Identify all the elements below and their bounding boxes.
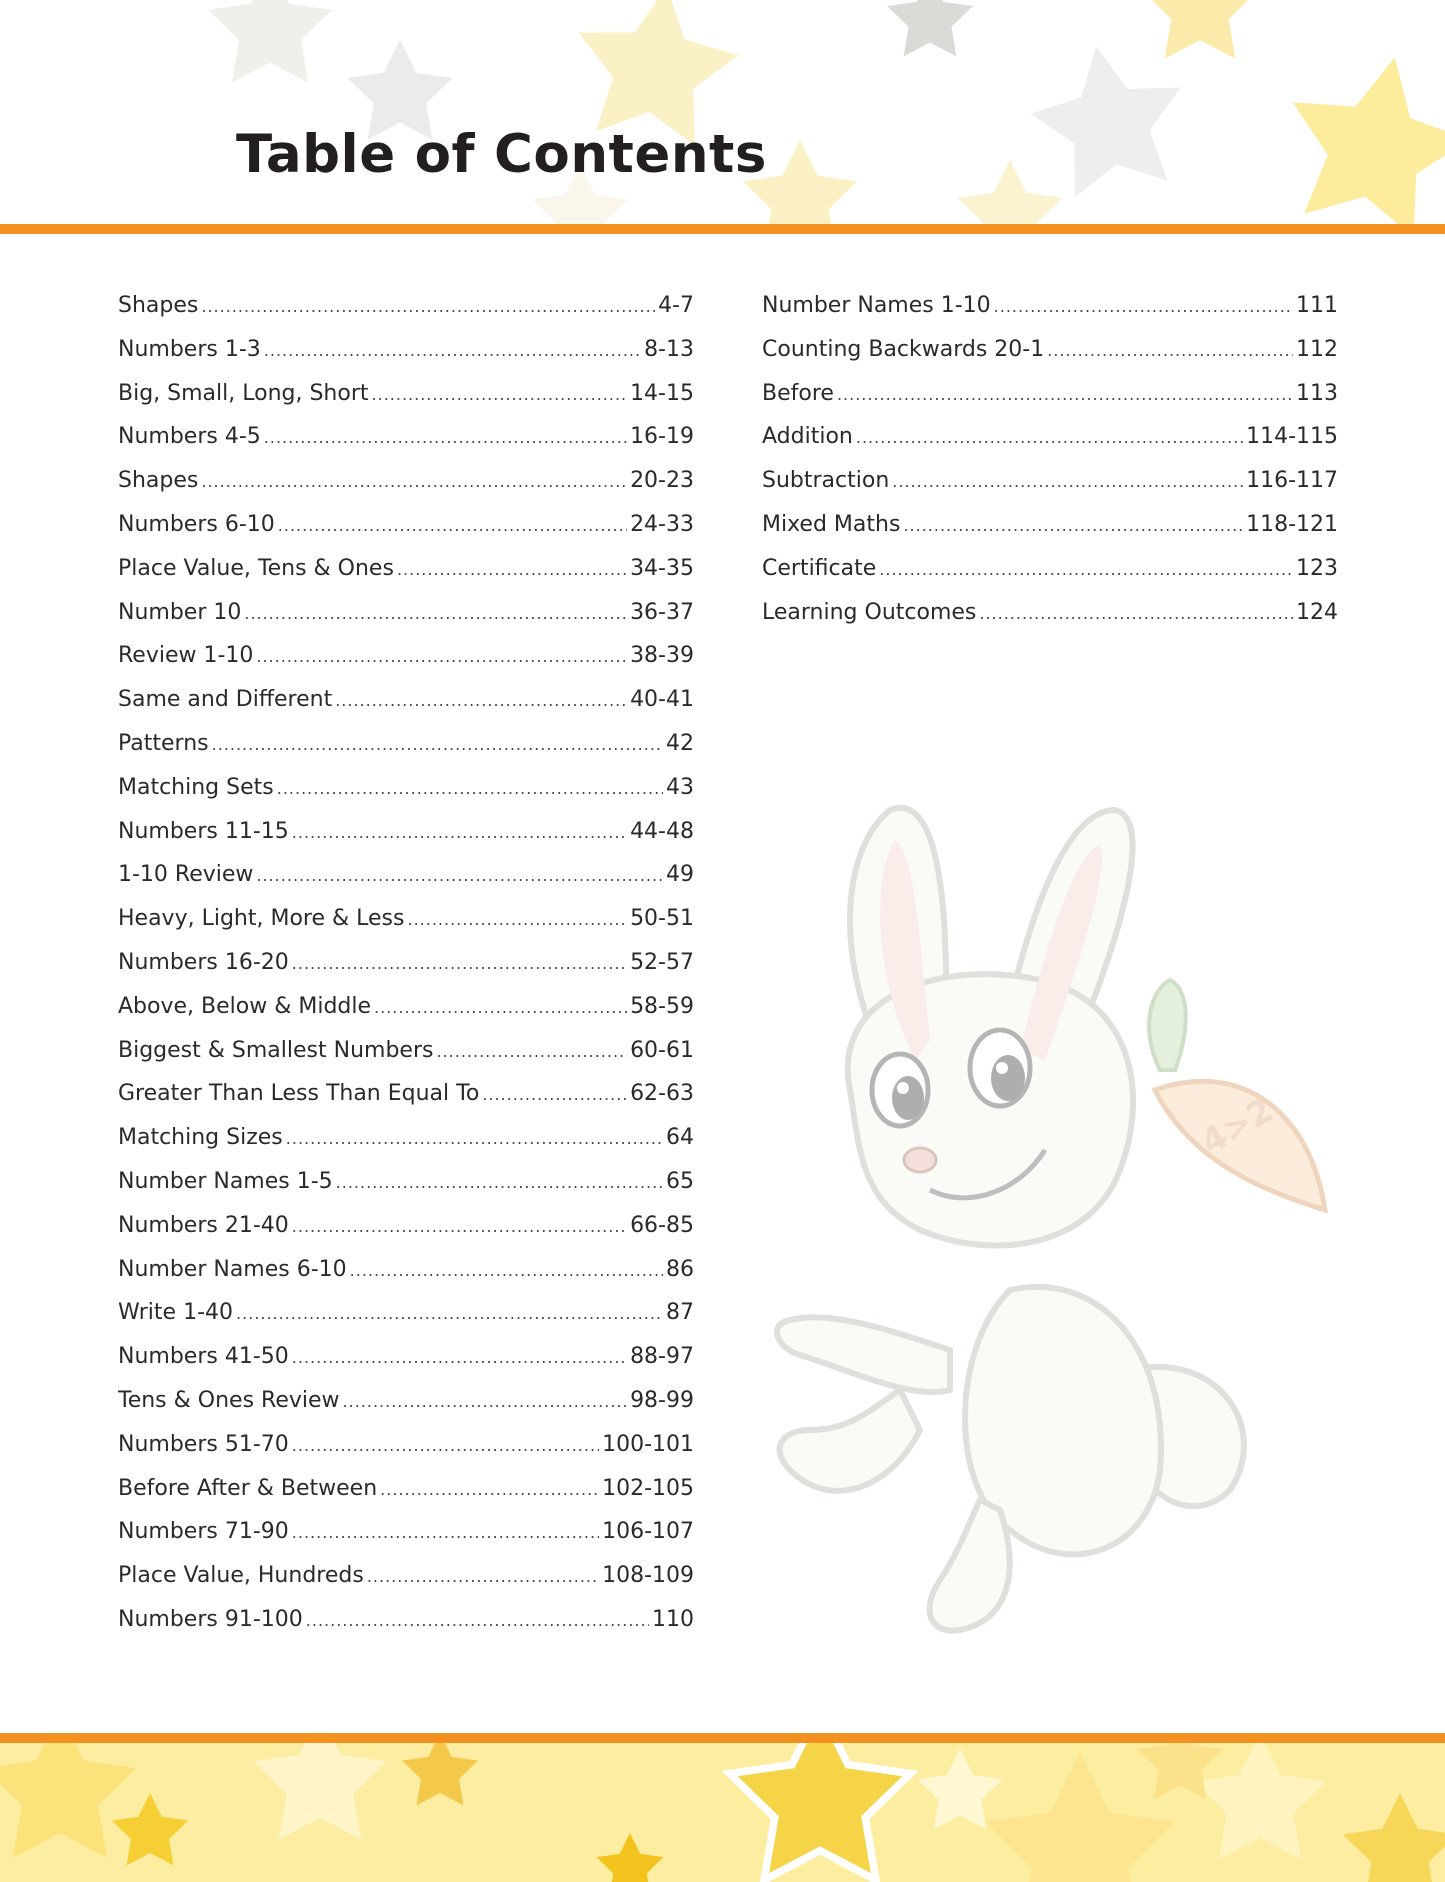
toc-entry xyxy=(762,328,1338,372)
toc-entry xyxy=(118,634,694,678)
toc-entry xyxy=(762,459,1338,503)
toc-entry-label: Above, Below & Middle xyxy=(118,993,372,1019)
toc-dot-leader xyxy=(278,504,627,548)
toc-entry-pages: 110 xyxy=(652,1606,694,1632)
toc-dot-leader xyxy=(256,854,663,898)
toc-entry xyxy=(118,1379,694,1423)
toc-dot-leader xyxy=(436,1030,627,1074)
toc-entry-pages: 112 xyxy=(1296,336,1338,362)
toc-dot-leader xyxy=(837,373,1293,417)
toc-entry-pages: 88-97 xyxy=(630,1344,694,1370)
toc-dot-leader xyxy=(367,1555,599,1599)
toc-entry xyxy=(118,1029,694,1073)
toc-entry-label: Patterns xyxy=(118,730,209,756)
toc-entry-label: Addition xyxy=(762,424,853,450)
toc-entry xyxy=(118,897,694,941)
toc-dot-leader xyxy=(292,1511,599,1555)
toc-dot-leader xyxy=(994,285,1293,329)
toc-entry-label: Heavy, Light, More & Less xyxy=(118,906,405,932)
toc-entry xyxy=(118,547,694,591)
toc-dot-leader xyxy=(380,1468,599,1512)
toc-entry xyxy=(118,1423,694,1467)
page-header xyxy=(0,0,1445,224)
toc-entry-pages: 124 xyxy=(1296,599,1338,625)
toc-entry-pages: 66-85 xyxy=(630,1212,694,1238)
toc-entry-label: Before xyxy=(762,380,834,406)
toc-entry xyxy=(118,591,694,635)
toc-entry-label: 1-10 Review xyxy=(118,862,254,888)
toc-entry-label: Numbers 21-40 xyxy=(118,1212,289,1238)
toc-entry xyxy=(118,766,694,810)
toc-dot-leader xyxy=(372,373,628,417)
toc-entry xyxy=(762,503,1338,547)
toc-entry-label: Review 1-10 xyxy=(118,643,254,669)
toc-entry xyxy=(762,415,1338,459)
toc-dot-leader xyxy=(336,1161,663,1205)
toc-dot-leader xyxy=(201,460,627,504)
toc-entry-label: Biggest & Smallest Numbers xyxy=(118,1037,434,1063)
header-stars-decoration xyxy=(0,0,1445,224)
toc-entry xyxy=(118,810,694,854)
toc-dot-leader xyxy=(244,592,627,636)
toc-entry-label: Shapes xyxy=(118,468,199,494)
toc-entry-pages: 58-59 xyxy=(630,993,694,1019)
toc-dot-leader xyxy=(892,460,1243,504)
toc-entry-label: Matching Sizes xyxy=(118,1125,283,1151)
toc-entry-pages: 108-109 xyxy=(602,1563,694,1589)
toc-entry-pages: 102-105 xyxy=(602,1475,694,1501)
toc-entry-pages: 16-19 xyxy=(630,424,694,450)
toc-entry-pages: 42 xyxy=(666,730,694,756)
toc-entry-label: Numbers 1-3 xyxy=(118,336,261,362)
toc-entry-label: Big, Small, Long, Short xyxy=(118,380,369,406)
toc-entry-label: Numbers 51-70 xyxy=(118,1431,289,1457)
toc-dot-leader xyxy=(292,942,627,986)
toc-dot-leader xyxy=(374,986,627,1030)
toc-dot-leader xyxy=(407,898,627,942)
toc-entry xyxy=(118,1598,694,1642)
toc-entry-pages: 8-13 xyxy=(644,336,694,362)
toc-entry-pages: 86 xyxy=(666,1256,694,1282)
footer-divider xyxy=(0,1733,1445,1743)
footer-stars-decoration xyxy=(0,1743,1445,1882)
toc-entry-label: Numbers 11-15 xyxy=(118,818,289,844)
toc-entry-label: Numbers 41-50 xyxy=(118,1344,289,1370)
toc-entry xyxy=(118,1467,694,1511)
toc-right-column xyxy=(762,284,1338,634)
toc-entry-label: Greater Than Less Than Equal To xyxy=(118,1081,480,1107)
toc-dot-leader xyxy=(292,1205,627,1249)
toc-entry-pages: 38-39 xyxy=(630,643,694,669)
toc-entry xyxy=(118,1335,694,1379)
toc-dot-leader xyxy=(201,285,655,329)
toc-dot-leader xyxy=(856,416,1243,460)
toc-entry-label: Shapes xyxy=(118,293,199,318)
toc-entry-pages: 106-107 xyxy=(602,1519,694,1545)
toc-entry xyxy=(118,1204,694,1248)
toc-entry xyxy=(118,722,694,766)
toc-entry-pages: 114-115 xyxy=(1246,424,1338,450)
toc-entry xyxy=(118,1248,694,1292)
toc-entry-pages: 40-41 xyxy=(630,687,694,713)
toc-entry-label: Write 1-40 xyxy=(118,1300,234,1326)
toc-entry-pages: 43 xyxy=(666,774,694,800)
toc-entry-label: Number 10 xyxy=(118,599,242,625)
toc-entry-pages: 98-99 xyxy=(630,1387,694,1413)
toc-entry-label: Matching Sets xyxy=(118,774,274,800)
toc-entry-pages: 36-37 xyxy=(630,599,694,625)
toc-entry xyxy=(118,853,694,897)
toc-entry-pages: 60-61 xyxy=(630,1037,694,1063)
toc-dot-leader xyxy=(350,1249,663,1293)
toc-entry-pages: 4-7 xyxy=(658,293,694,318)
toc-dot-leader xyxy=(397,548,627,592)
bunny-holding-carrot-icon xyxy=(770,790,1370,1650)
toc-entry-label: Subtraction xyxy=(762,468,890,494)
toc-entry-pages: 62-63 xyxy=(630,1081,694,1107)
toc-entry xyxy=(762,372,1338,416)
toc-entry-pages: 87 xyxy=(666,1300,694,1326)
toc-dot-leader xyxy=(979,592,1293,636)
toc-entry xyxy=(118,459,694,503)
toc-entry xyxy=(118,1116,694,1160)
toc-entry-label: Learning Outcomes xyxy=(762,599,977,625)
toc-entry xyxy=(118,503,694,547)
page-title: Table of Contents xyxy=(236,124,767,185)
toc-entry-pages: 116-117 xyxy=(1246,468,1338,494)
toc-entry-pages: 44-48 xyxy=(630,818,694,844)
toc-entry xyxy=(118,284,694,328)
toc-entry xyxy=(118,1510,694,1554)
toc-entry-pages: 113 xyxy=(1296,380,1338,406)
toc-dot-leader xyxy=(212,723,663,767)
toc-entry-pages: 20-23 xyxy=(630,468,694,494)
toc-entry-pages: 65 xyxy=(666,1168,694,1194)
toc-entry-pages: 50-51 xyxy=(630,906,694,932)
toc-entry xyxy=(118,1554,694,1598)
toc-entry-label: Tens & Ones Review xyxy=(118,1387,340,1413)
toc-entry-label: Place Value, Hundreds xyxy=(118,1563,364,1589)
toc-entry-label: Number Names 6-10 xyxy=(118,1256,347,1282)
toc-entry xyxy=(762,547,1338,591)
toc-entry-label: Number Names 1-10 xyxy=(762,293,991,318)
toc-dot-leader xyxy=(335,679,627,723)
toc-entry-label: Certificate xyxy=(762,555,877,581)
toc-left-column xyxy=(118,284,694,1642)
toc-entry-pages: 111 xyxy=(1296,293,1338,318)
toc-dot-leader xyxy=(879,548,1293,592)
toc-entry-pages: 14-15 xyxy=(630,380,694,406)
toc-entry-pages: 52-57 xyxy=(630,949,694,975)
toc-entry xyxy=(118,372,694,416)
toc-entry-label: Before After & Between xyxy=(118,1475,378,1501)
toc-dot-leader xyxy=(292,1424,599,1468)
toc-entry-pages: 24-33 xyxy=(630,511,694,537)
toc-entry xyxy=(762,591,1338,635)
toc-entry xyxy=(118,985,694,1029)
toc-entry-label: Numbers 16-20 xyxy=(118,949,289,975)
toc-entry xyxy=(118,328,694,372)
toc-entry-label: Counting Backwards 20-1 xyxy=(762,336,1045,362)
carrot-label: 4>2 xyxy=(1194,1090,1281,1163)
toc-dot-leader xyxy=(277,767,663,811)
toc-entry-label: Numbers 91-100 xyxy=(118,1606,303,1632)
toc-dot-leader xyxy=(264,416,627,460)
toc-entry xyxy=(118,1291,694,1335)
toc-entry-label: Same and Different xyxy=(118,687,333,713)
toc-entry-pages: 123 xyxy=(1296,555,1338,581)
header-divider xyxy=(0,224,1445,234)
toc-entry-pages: 118-121 xyxy=(1246,511,1338,537)
toc-entry-pages: 49 xyxy=(666,862,694,888)
toc-entry-pages: 100-101 xyxy=(602,1431,694,1457)
toc-entry xyxy=(762,284,1338,328)
page-footer xyxy=(0,1743,1445,1882)
toc-entry-label: Mixed Maths xyxy=(762,511,901,537)
toc-entry-label: Place Value, Tens & Ones xyxy=(118,555,394,581)
toc-dot-leader xyxy=(292,1336,627,1380)
toc-entry xyxy=(118,678,694,722)
toc-entry xyxy=(118,1072,694,1116)
toc-dot-leader xyxy=(264,329,641,373)
toc-entry-label: Number Names 1-5 xyxy=(118,1168,333,1194)
toc-entry xyxy=(118,1160,694,1204)
toc-dot-leader xyxy=(292,811,627,855)
toc-entry-label: Numbers 4-5 xyxy=(118,424,261,450)
toc-entry-label: Numbers 6-10 xyxy=(118,511,275,537)
toc-dot-leader xyxy=(256,635,627,679)
toc-dot-leader xyxy=(903,504,1243,548)
toc-dot-leader xyxy=(306,1599,649,1643)
toc-entry xyxy=(118,415,694,459)
toc-entry-pages: 34-35 xyxy=(630,555,694,581)
toc-dot-leader xyxy=(236,1292,663,1336)
toc-entry xyxy=(118,941,694,985)
toc-entry-label: Numbers 71-90 xyxy=(118,1519,289,1545)
toc-entry-pages: 64 xyxy=(666,1125,694,1151)
toc-dot-leader xyxy=(482,1073,627,1117)
toc-dot-leader xyxy=(343,1380,628,1424)
toc-dot-leader xyxy=(1047,329,1293,373)
toc-dot-leader xyxy=(286,1117,663,1161)
